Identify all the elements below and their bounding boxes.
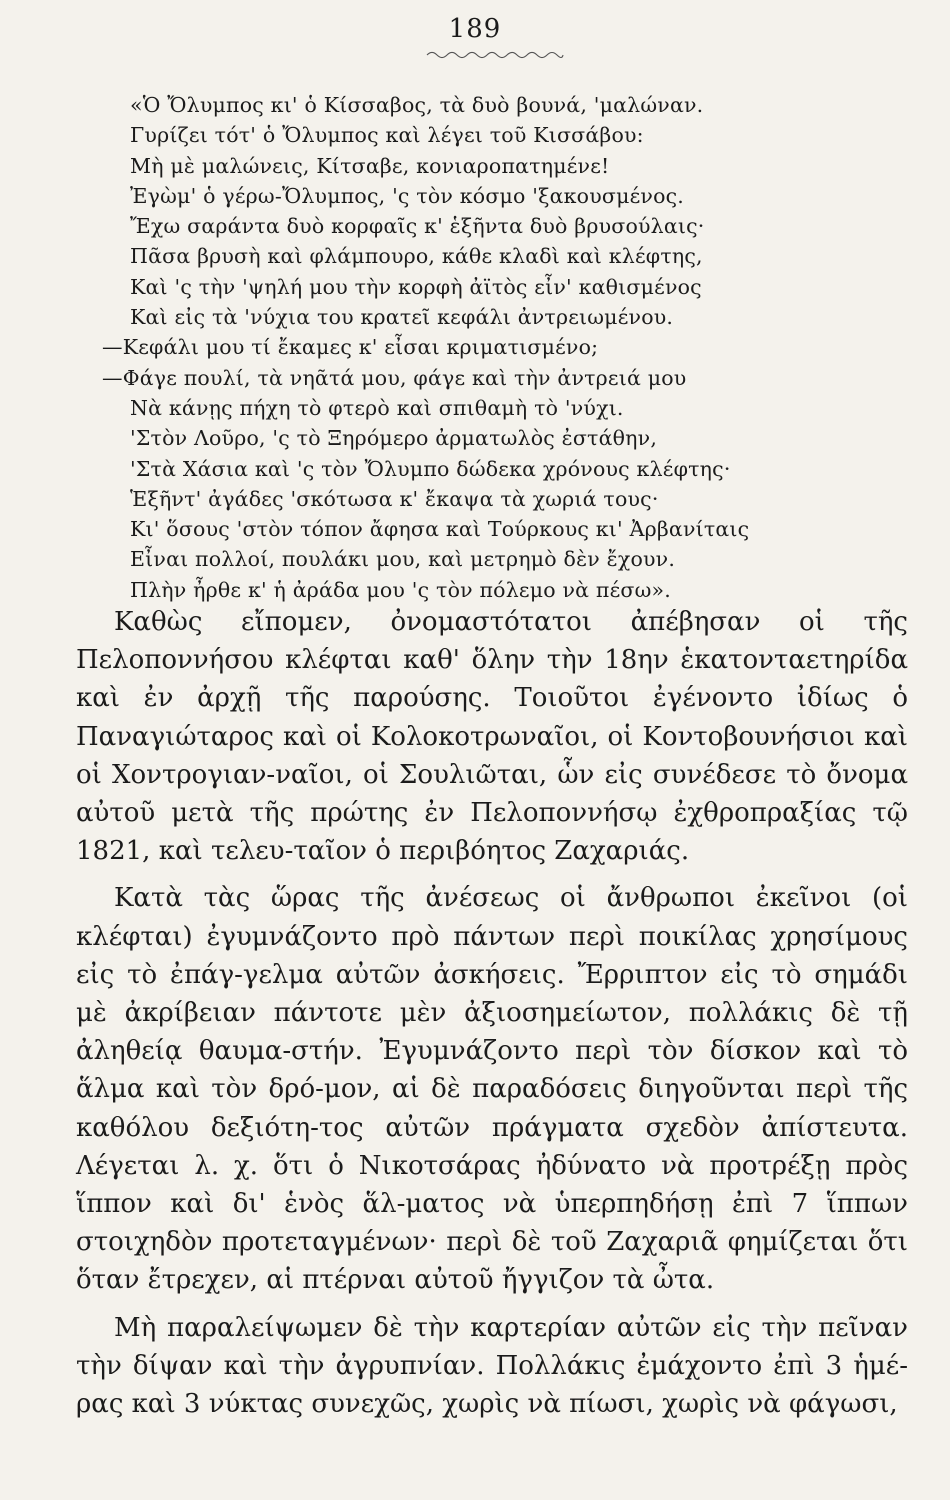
verse-line: —Φάγε πουλί, τὰ νηᾶτά μου, φάγε καὶ τὴν ἀντρειά μου	[102, 365, 687, 390]
verse-line: Καὶ 'ς τὴν 'ψηλή μου τὴν κορφὴ ἀϊτὸς εἶν' καθισμένος	[130, 274, 702, 299]
verse-line: Νὰ κάνῃς πήχη τὸ φτερὸ καὶ σπιθαμὴ τὸ 'νύχι.	[130, 395, 624, 420]
verse-line: Πλὴν ἦρθε κ' ἡ ἀράδα μου 'ς τὸν πόλεμο νὰ πέσω».	[130, 577, 671, 602]
verse-line: Εἶναι πολλοί, πουλάκι μου, καὶ μετρημὸ δὲν ἔχουν.	[130, 547, 676, 572]
verse-line: Μὴ μὲ μαλώνεις, Κίτσαβε, κονιαροπατημένε!	[130, 153, 610, 178]
verse-line: «Ὁ Ὄλυμπος κι' ὁ Κίσσαβος, τὰ δυὸ βουνά, 'μαλώναν.	[130, 93, 704, 117]
verse-line: —Κεφάλι μου τί ἔκαμες κ' εἶσαι κριματισμένο;	[102, 335, 599, 360]
verse-line: Ἑξῆντ' ἀγάδες 'σκότωσα κ' ἔκαψα τὰ χωριά τους·	[130, 486, 659, 511]
page-number: 189	[448, 14, 502, 44]
paragraph: Καθὼς εἴπομεν, ὀνομαστότατοι ἀπέβησαν οἱ τῆς Πελοποννήσου κλέφται καθ' ὅλην τὴν 18ην ἑκατονταετηρίδα καὶ ἐν ἀρχῇ τῆς παρούσης. Τοιοῦτοι ἐγένοντο ἰδίως ὁ Παναγιώταρος καὶ οἱ Κολοκοτρωναῖοι, οἱ Κοντοβουνήσιοι καὶ οἱ Χοντρογιαν-ναῖοι, οἱ Σουλιῶται, ὧν εἰς συνέδεσε τὸ ὄνομα αὐτοῦ μετὰ τῆς πρώτης ἐν Πελοποννήσῳ ἐχθροπραξίας τῷ 1821, καὶ τελευ-ταῖον ὁ περιβόητος Ζαχαριάς.	[76, 607, 908, 867]
verse-line: Ἔχω σαράντα δυὸ κορφαῖς κ' ἑξῆντα δυὸ βρυσούλαις·	[130, 214, 705, 239]
verse-line: 'Στὸν Λοῦρο, 'ς τὸ Ξηρόμερο ἀρματωλὸς ἐστάθην,	[130, 426, 658, 451]
verse-line: Κι' ὅσους 'στὸν τόπον ἄφησα καὶ Τούρκους κι' Ἀρβανίταις	[130, 517, 750, 542]
paragraph: Μὴ παραλείψωμεν δὲ τὴν καρτερίαν αὐτῶν εἰς τὴν πεῖναν τὴν δίψαν καὶ τὴν ἀγρυπνίαν. Πολλάκις ἐμάχοντο ἐπὶ 3 ἡμέ-ρας καὶ 3 νύκτας συνεχῶς, χωρὶς νὰ πίωσι, χωρὶς νὰ φάγωσι,	[76, 1312, 908, 1420]
verse-line: 'Στὰ Χάσια καὶ 'ς τὸν Ὄλυμπο δώδεκα χρόνους κλέφτης·	[130, 456, 731, 481]
verse-line: Καὶ εἰς τὰ 'νύχια του κρατεῖ κεφάλι ἀντρειωμένου.	[130, 305, 674, 330]
body-text	[76, 603, 908, 1423]
verse-line: Γυρίζει τότ' ὁ Ὄλυμπος καὶ λέγει τοῦ Κισσάβου:	[130, 123, 644, 148]
verse-line: Πᾶσα βρυσὴ καὶ φλάμπουρο, κάθε κλαδὶ καὶ κλέφτης,	[130, 244, 703, 269]
folk-song-verse	[102, 90, 830, 605]
wavy-line-ornament-icon	[425, 48, 565, 62]
verse-line: Ἐγὼμ' ὁ γέρω-Ὄλυμπος, 'ς τὸν κόσμο 'ξακουσμένος.	[130, 183, 685, 208]
paragraph: Κατὰ τὰς ὥρας τῆς ἀνέσεως οἱ ἄνθρωποι ἐκεῖνοι (οἱ κλέφται) ἐγυμνάζοντο πρὸ πάντων περὶ ποικίλας χρησίμους εἰς τὸ ἐπάγ-γελμα αὐτῶν ἀσκήσεις. Ἔρριπτον εἰς τὸ σημάδι μὲ ἀκρίβειαν πάντοτε μὲν ἀξιοσημείωτον, πολλάκις δὲ τῇ ἀληθείᾳ θαυμα-στήν. Ἐγυμνάζοντο περὶ τὸν δίσκον καὶ τὸ ἅλμα καὶ τὸν δρό-μον, αἱ δὲ παραδόσεις διηγοῦνται περὶ τῆς καθόλου δεξιότη-τος αὐτῶν πράγματα σχεδὸν ἀπίστευτα. Λέγεται λ. χ. ὅτι ὁ Νικοτσάρας ἠδύνατο νὰ προτρέξῃ πρὸς ἵππον καὶ δι' ἑνὸς ἅλ-ματος νὰ ὑπερπηδήσῃ ἐπὶ 7 ἵππων στοιχηδὸν προτεταγμένων· περὶ δὲ τοῦ Ζαχαριᾶ φημίζεται ὅτι ὅταν ἔτρεχεν, αἱ πτέρναι αὐτοῦ ἤγγιζον τὰ ὦτα.	[76, 883, 908, 1296]
